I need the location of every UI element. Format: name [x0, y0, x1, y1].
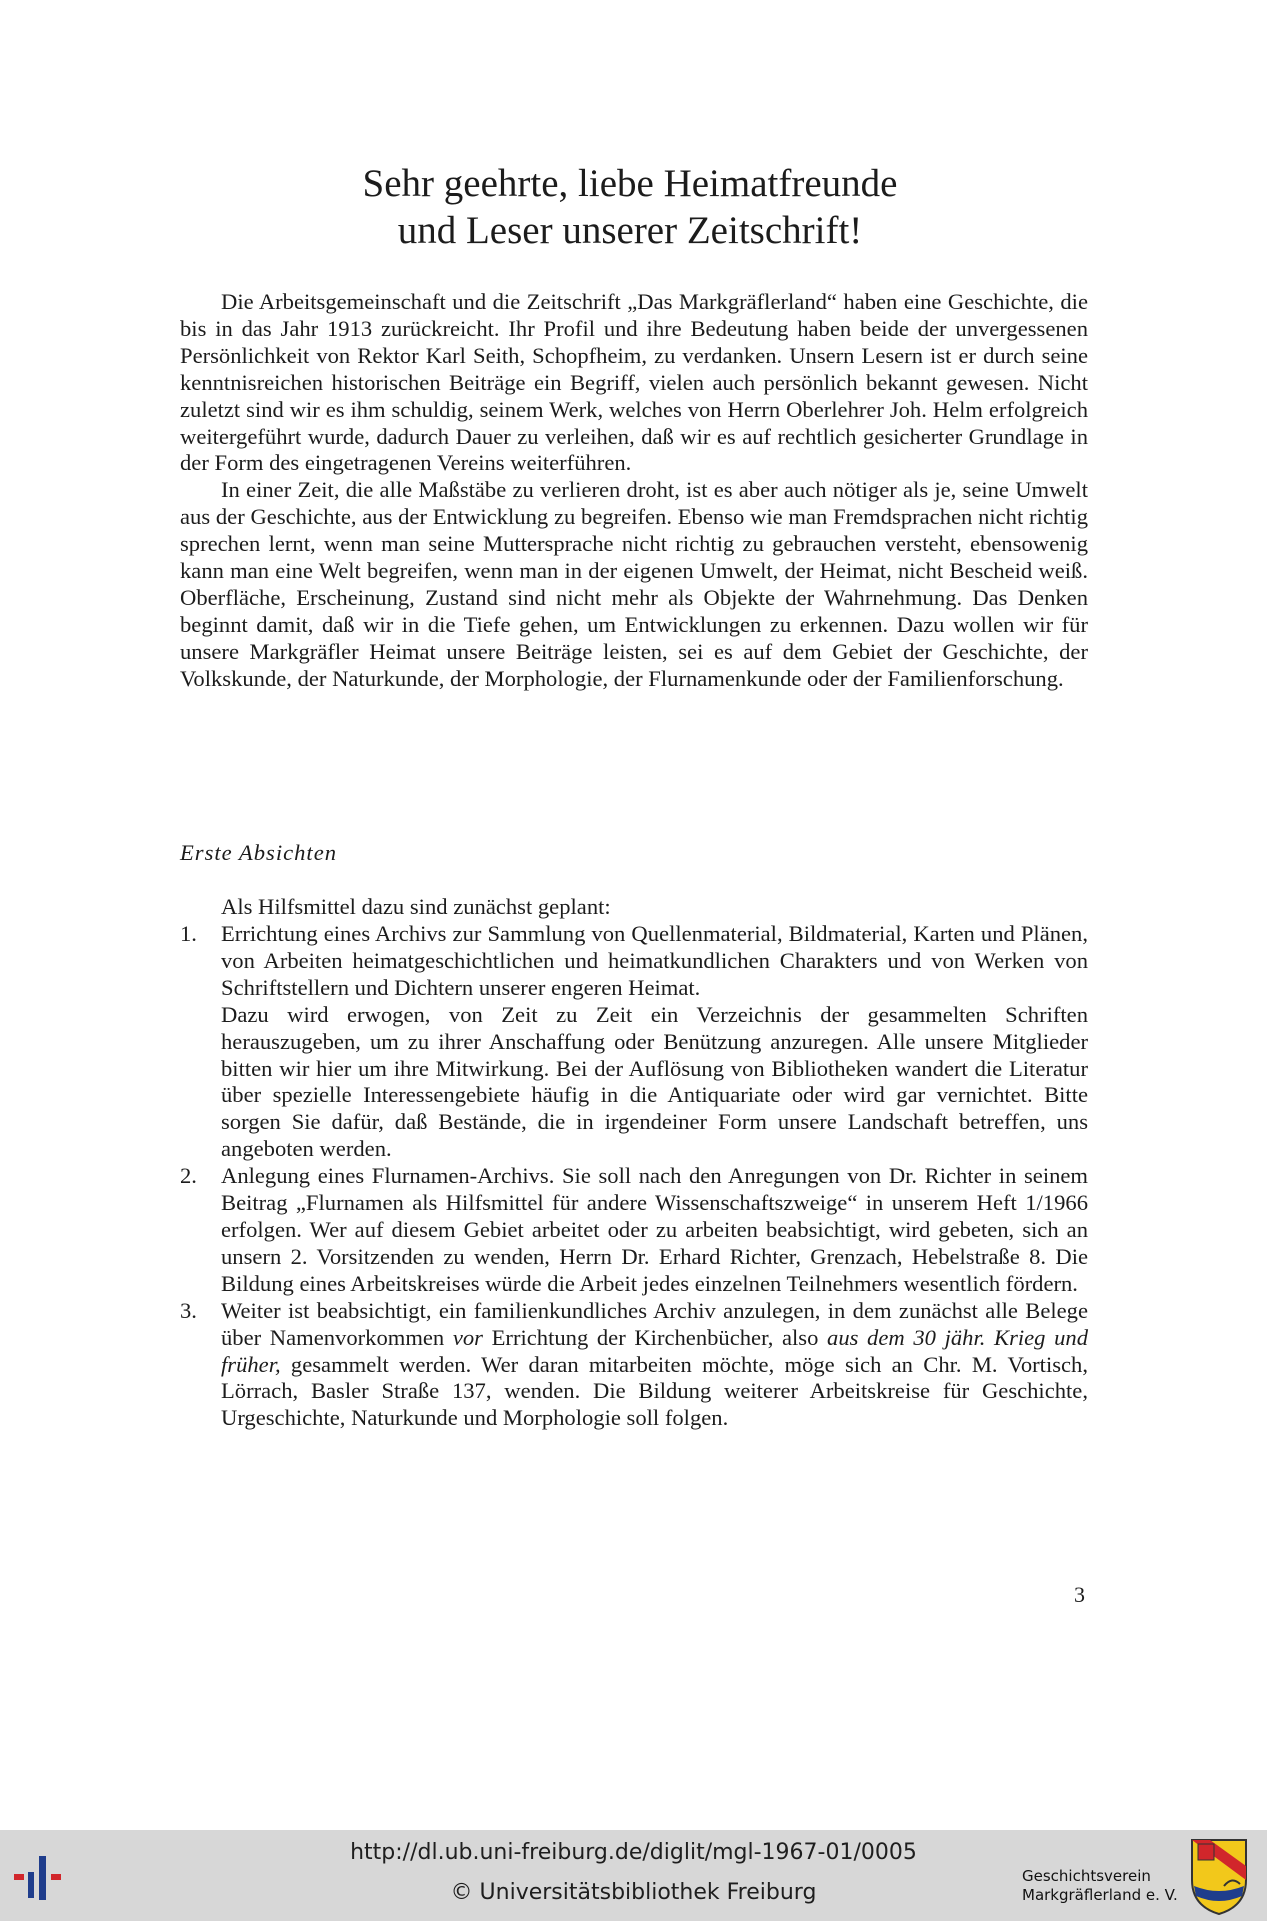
title-line-1: Sehr geehrte, liebe Heimatfreunde — [362, 162, 898, 205]
item-text: Errichtung eines Archivs zur Sammlung von Quellenmaterial, Bildmaterial, Karten und Plänen, von Arbeiten heimatgeschichtlichen und heimatkundlichen Charakters und von Werken von Schriftstellern und Dichtern unserer engeren Heimat. — [221, 921, 1088, 1000]
item-text — [221, 1298, 1088, 1433]
item-text: Dazu wird erwogen, von Zeit zu Zeit ein Verzeichnis der gesammelten Schriften herauszugeben, um zu ihrer Anschaffung oder Benützung anzuregen. Alle unsere Mitglieder bitten wir hier um ihre Mitwirkung. Bei der Auflösung von Bibliotheken wandert die Literatur über spezielle Interessengebiete häufig in die Antiquariate oder wird gar vernichtet. Bitte sorgen Sie dafür, daß Bestände, die in irgendeiner Form unsere Landschaft betreffen, uns angeboten werden. — [221, 1001, 1088, 1162]
plans-list — [180, 921, 1088, 1432]
text-run: Errichtung der Kirchenbücher, also — [482, 1324, 828, 1350]
item-text: Anlegung eines Flurnamen-Archivs. Sie soll nach den Anregungen von Dr. Richter in seinem Beitrag „Flurnamen als Hilfsmittel für andere Wissenschaftszweige“ in unserem Heft 1/1966 erfolgen. Wer auf diesem Gebiet arbeitet oder zu arbeiten beabsichtigt, wird gebeten, sich an unsern 2. Vorsitzenden zu wenden, Herrn Dr. Erhard Richter, Grenzach, Hebelstraße 8. Die Bildung eines Arbeitskreises würde die Arbeit jedes einzelnen Teilnehmers wesentlich fördern. — [221, 1163, 1088, 1296]
item-number: 3. — [180, 1297, 197, 1323]
permalink-url[interactable]: http://dl.ub.uni-freiburg.de/diglit/mgl-1967-01/0005 — [350, 1840, 917, 1865]
viewer-footer — [0, 1830, 1267, 1921]
paragraph: In einer Zeit, die alle Maßstäbe zu verlieren droht, ist es aber auch nötiger als je, seine Umwelt aus der Geschichte, aus der Entwicklung zu begreifen. Ebenso wie man Fremdsprachen nicht richtig sprechen lernt, wenn man seine Muttersprache nicht richtig zu gebrauchen versteht, ebensowenig kann man eine Welt begreifen, wenn man in der eigenen Umwelt, der Heimat, nicht Bescheid weiß. Oberfläche, Erscheinung, Zustand sind nicht mehr als Objekte der Wahrnehmung. Das Denken beginnt damit, daß wir in die Tiefe gehen, um Entwicklungen zu erkennen. Dazu wollen wir für unsere Markgräfler Heimat unsere Beiträge leisten, sei es auf dem Gebiet der Geschichte, der Volkskunde, der Naturkunde, der Morphologie, der Flurnamenkunde oder der Familienforschung. — [180, 477, 1088, 691]
title-line-2: und Leser unserer Zeitschrift! — [397, 209, 863, 252]
list-lead: Als Hilfsmittel dazu sind zunächst geplant: — [221, 894, 611, 919]
intro-text — [180, 289, 1088, 693]
society-line: Markgräflerland e. V. — [1022, 1886, 1178, 1904]
coat-of-arms-icon — [1188, 1836, 1250, 1916]
society-line: Geschichtsverein — [1022, 1867, 1151, 1885]
copyright-text: © Universitätsbibliothek Freiburg — [450, 1880, 817, 1905]
emphasis: aus dem 30 jähr. Krieg und früher, — [221, 1324, 1089, 1377]
text-run: Weiter ist beabsichtigt, ein familienkundliches Archiv anzulegen, in dem zunächst alle Belege über Namenvorkommen — [221, 1297, 1088, 1350]
item-number: 1. — [180, 921, 197, 946]
text-run: gesammelt werden. Wer daran mitarbeiten möchte, möge sich an Chr. M. Vortisch, Lörrach, Basler Straße 137, wenden. Die Bildung weiterer Arbeitskreise für Geschichte, Urgeschichte, Naturkunde und Morphologie soll folgen. — [221, 1351, 1088, 1431]
paragraph: Die Arbeitsgemeinschaft und die Zeitschrift „Das Markgräflerland“ haben eine Geschichte, die bis in das Jahr 1913 zurückreicht. Ihr Profil und ihre Bedeutung haben beide der unvergessenen Persönlichkeit von Rektor Karl Seith, Schopfheim, zu verdanken. Unsern Lesern ist er durch seine kenntnisreichen historischen Beiträge ein Begriff, vielen auch persönlich bekannt gewesen. Nicht zuletzt sind wir es ihm schuldig, seinem Werk, welches von Herrn Oberlehrer Joh. Helm erfolgreich weitergeführt wurde, dadurch Dauer zu verleihen, daß wir es auf rechtlich gesicherter Grundlage in der Form des eingetragenen Vereins weiterführen. — [180, 289, 1088, 476]
section-heading: Erste Absichten — [180, 840, 338, 865]
page-title — [300, 160, 960, 254]
item-number: 2. — [180, 1163, 197, 1189]
emphasis: vor — [452, 1324, 483, 1350]
list-item — [180, 1298, 1088, 1433]
list-item — [180, 921, 1088, 1163]
list-item — [180, 1163, 1088, 1298]
society-name — [1022, 1867, 1178, 1905]
page-number: 3 — [1074, 1582, 1085, 1607]
